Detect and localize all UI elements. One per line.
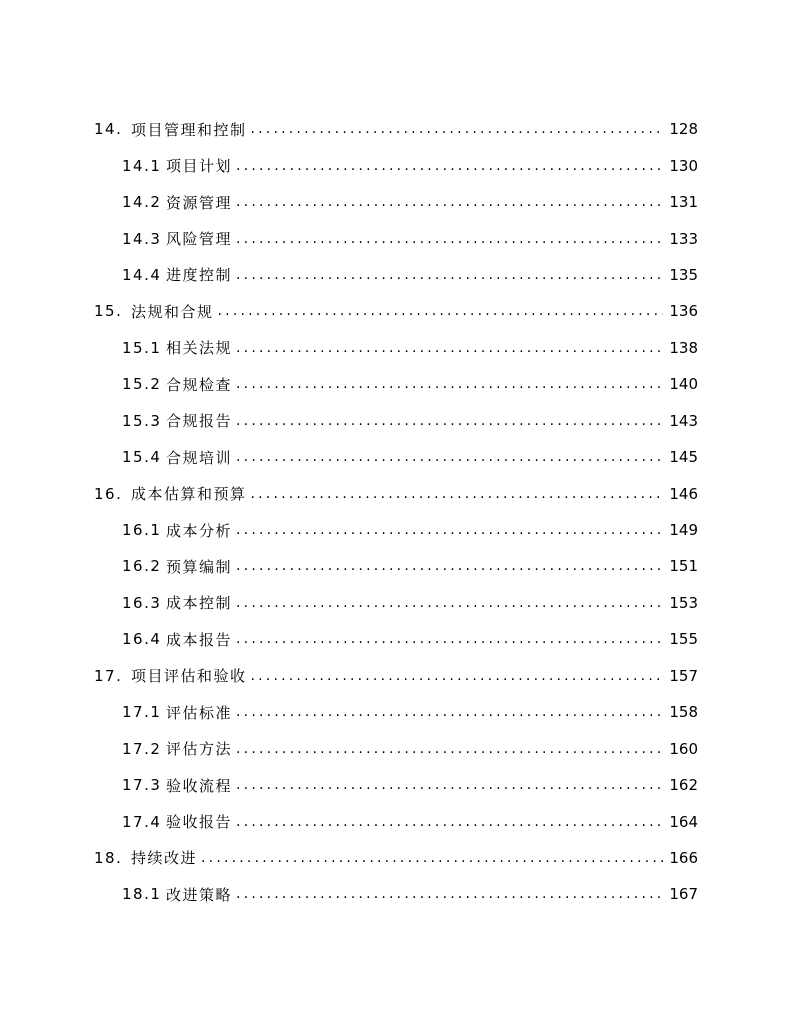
toc-entry-page: 160 <box>669 739 698 758</box>
toc-entry[interactable] <box>0 330 698 366</box>
dot-leader <box>236 376 663 392</box>
toc-entry[interactable] <box>0 439 698 475</box>
toc-entry-title: 评估方法 <box>166 740 233 759</box>
dot-leader <box>236 814 663 830</box>
toc-entry[interactable] <box>0 840 698 876</box>
toc-entry-title: 成本估算和预算 <box>131 485 247 504</box>
dot-leader <box>236 267 663 283</box>
toc-entry-title: 法规和合规 <box>131 302 214 321</box>
toc-entry-number: 17. <box>94 666 123 685</box>
toc-entry-title: 验收流程 <box>166 776 233 795</box>
toc-entry-page: 130 <box>669 156 698 175</box>
toc-entry-title: 资源管理 <box>166 193 233 212</box>
toc-entry-title: 合规检查 <box>166 375 233 394</box>
toc-entry-page: 164 <box>669 812 698 831</box>
toc-entry-title: 成本报告 <box>166 630 233 649</box>
dot-leader <box>236 631 663 647</box>
toc-entry-page: 167 <box>669 885 698 904</box>
toc-entry[interactable] <box>0 366 698 402</box>
toc-entry-number: 17.4 <box>122 812 162 831</box>
dot-leader <box>251 668 664 684</box>
dot-leader <box>251 121 664 137</box>
toc-entry-number: 16.2 <box>122 557 162 576</box>
toc-entry-title: 评估标准 <box>166 703 233 722</box>
toc-entry-page: 151 <box>669 557 698 576</box>
toc-entry-number: 14.1 <box>122 156 162 175</box>
toc-entry-number: 16. <box>94 484 123 503</box>
toc-entry-number: 15. <box>94 302 123 321</box>
dot-leader <box>236 777 663 793</box>
toc-entry-number: 15.4 <box>122 448 162 467</box>
toc-entry-page: 153 <box>669 593 698 612</box>
toc-entry-title: 合规培训 <box>166 448 233 467</box>
toc-entry-page: 140 <box>669 375 698 394</box>
dot-leader <box>236 595 663 611</box>
toc-entry[interactable] <box>0 220 698 256</box>
toc-entry-number: 14.2 <box>122 193 162 212</box>
toc-entry-number: 16.1 <box>122 521 162 540</box>
toc-entry-page: 145 <box>669 448 698 467</box>
toc-entry-title: 项目管理和控制 <box>131 120 247 139</box>
toc-entry-page: 158 <box>669 703 698 722</box>
toc-entry[interactable] <box>0 548 698 584</box>
toc-entry-title: 相关法规 <box>166 339 233 358</box>
toc-entry-page: 135 <box>669 265 698 284</box>
dot-leader <box>218 303 664 319</box>
toc-entry[interactable] <box>0 111 698 147</box>
toc-entry-page: 138 <box>669 338 698 357</box>
toc-entry-title: 项目计划 <box>166 157 233 176</box>
toc-entry[interactable] <box>0 257 698 293</box>
toc-entry[interactable] <box>0 512 698 548</box>
toc-entry[interactable] <box>0 293 698 329</box>
toc-entry-title: 成本控制 <box>166 594 233 613</box>
toc-entry[interactable] <box>0 147 698 183</box>
table-of-contents <box>0 111 791 913</box>
toc-entry-number: 17.3 <box>122 776 162 795</box>
toc-entry-page: 143 <box>669 411 698 430</box>
toc-entry-page: 128 <box>669 120 698 139</box>
toc-entry-page: 146 <box>669 484 698 503</box>
dot-leader <box>236 522 663 538</box>
toc-entry-title: 成本分析 <box>166 521 233 540</box>
dot-leader <box>236 558 663 574</box>
toc-entry-page: 155 <box>669 630 698 649</box>
toc-entry-title: 验收报告 <box>166 813 233 832</box>
toc-entry[interactable] <box>0 803 698 839</box>
dot-leader <box>201 850 663 866</box>
toc-entry[interactable] <box>0 658 698 694</box>
toc-entry-title: 进度控制 <box>166 266 233 285</box>
dot-leader <box>236 704 663 720</box>
toc-entry-page: 131 <box>669 193 698 212</box>
dot-leader <box>236 413 663 429</box>
toc-entry-number: 17.1 <box>122 703 162 722</box>
toc-entry-page: 133 <box>669 229 698 248</box>
toc-entry[interactable] <box>0 730 698 766</box>
dot-leader <box>236 340 663 356</box>
toc-entry-page: 166 <box>669 848 698 867</box>
dot-leader <box>236 194 663 210</box>
toc-entry[interactable] <box>0 621 698 657</box>
toc-entry-page: 149 <box>669 521 698 540</box>
dot-leader <box>236 741 663 757</box>
toc-entry[interactable] <box>0 475 698 511</box>
toc-entry[interactable] <box>0 694 698 730</box>
toc-entry-number: 15.1 <box>122 338 162 357</box>
toc-entry-title: 预算编制 <box>166 557 233 576</box>
toc-entry-page: 136 <box>669 302 698 321</box>
toc-entry-number: 18. <box>94 848 123 867</box>
toc-entry-page: 157 <box>669 666 698 685</box>
dot-leader <box>236 886 663 902</box>
toc-entry-title: 改进策略 <box>166 885 233 904</box>
toc-entry-title: 合规报告 <box>166 412 233 431</box>
toc-entry-title: 持续改进 <box>131 849 198 868</box>
toc-entry-number: 14.3 <box>122 229 162 248</box>
toc-entry-title: 项目评估和验收 <box>131 667 247 686</box>
toc-entry-title: 风险管理 <box>166 230 233 249</box>
dot-leader <box>236 158 663 174</box>
toc-entry[interactable] <box>0 403 698 439</box>
toc-entry-number: 14. <box>94 120 123 139</box>
dot-leader <box>236 231 663 247</box>
toc-entry[interactable] <box>0 767 698 803</box>
toc-entry-number: 14.4 <box>122 265 162 284</box>
toc-entry-page: 162 <box>669 776 698 795</box>
toc-entry-number: 15.2 <box>122 375 162 394</box>
toc-entry[interactable] <box>0 876 698 912</box>
dot-leader <box>236 449 663 465</box>
toc-entry-number: 16.4 <box>122 630 162 649</box>
toc-entry-number: 18.1 <box>122 885 162 904</box>
toc-entry-number: 16.3 <box>122 593 162 612</box>
toc-entry[interactable] <box>0 184 698 220</box>
dot-leader <box>251 486 664 502</box>
toc-entry-number: 15.3 <box>122 411 162 430</box>
toc-entry[interactable] <box>0 585 698 621</box>
toc-entry-number: 17.2 <box>122 739 162 758</box>
